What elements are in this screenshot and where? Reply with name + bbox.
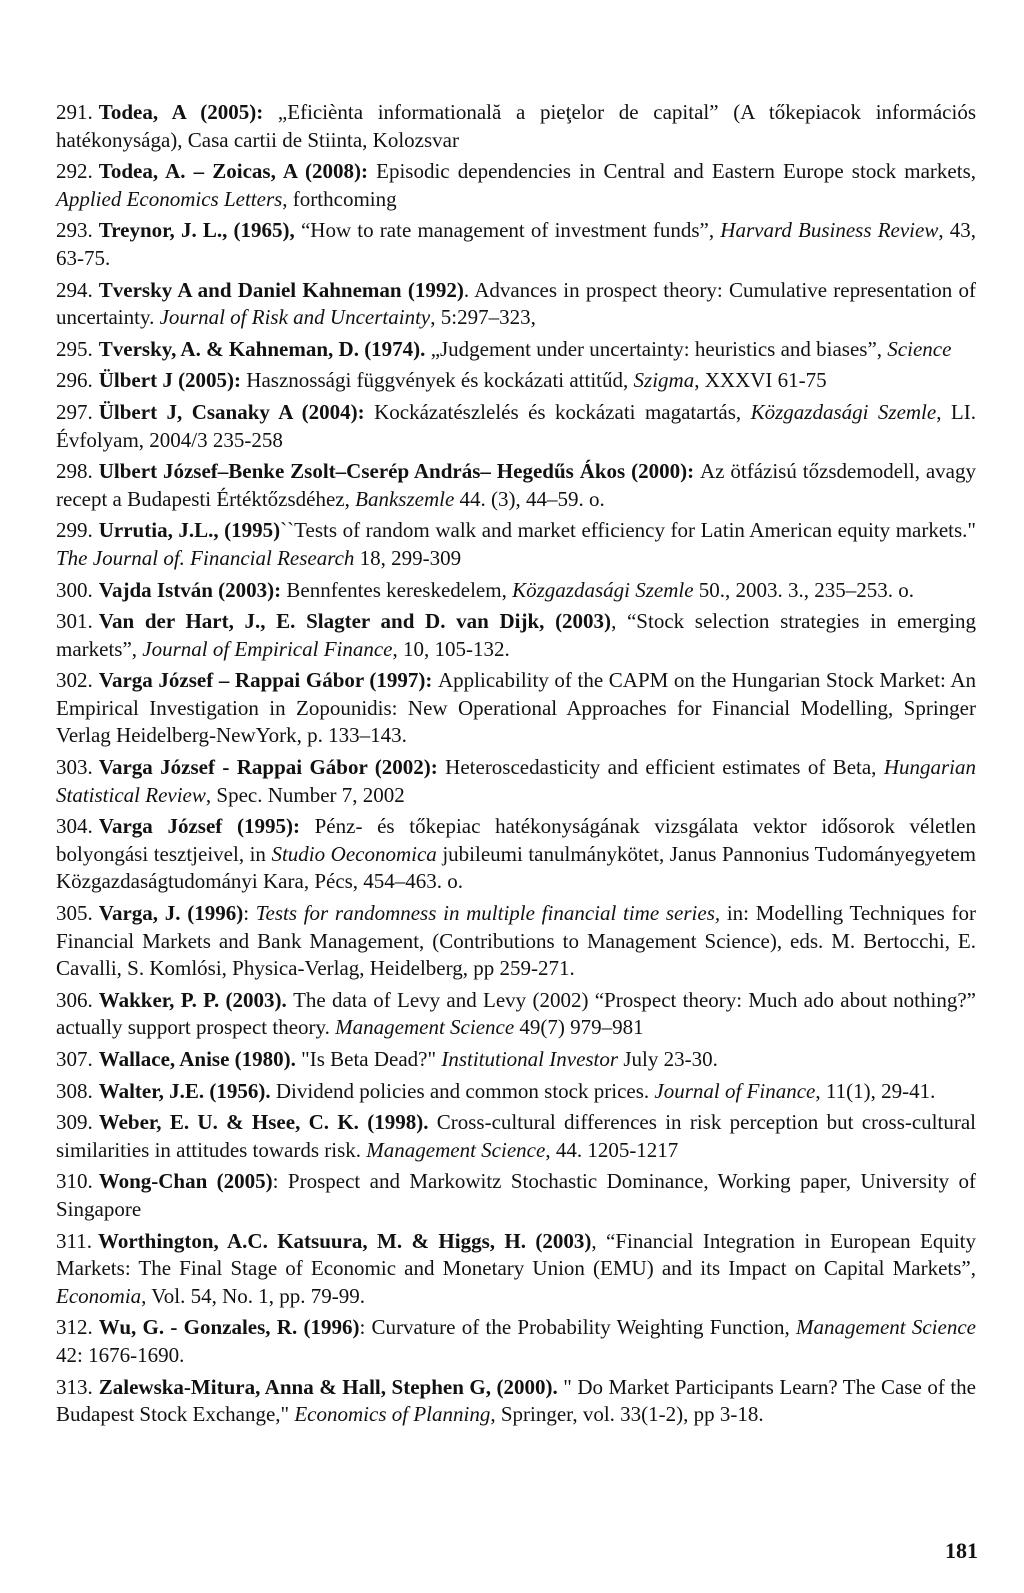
reference-entry [56,336,976,364]
reference-number: 313. [56,1374,93,1399]
reference-authors: Worthington, A.C. Katsuura, M. & Higgs, H. (2003) [97,1228,592,1253]
reference-number: 309. [56,1110,93,1135]
reference-entry [56,517,976,572]
reference-text: ``Tests of random walk and market efficiency for Latin American equity markets." [280,518,976,543]
reference-text: , LI. Évfolyam, 2004/3 235-258 [56,399,976,452]
reference-source-title: Economia [56,1283,142,1308]
reference-text: 44. (3), 44–59. o. [454,486,605,511]
reference-number: 308. [56,1078,93,1103]
reference-number: 312. [56,1315,93,1340]
reference-authors: Weber, E. U. & Hsee, C. K. (1998). [98,1110,437,1135]
reference-text: : [243,901,256,926]
reference-list [56,99,976,1433]
reference-authors: Treynor, J. L., (1965), [98,218,301,243]
reference-authors: Todea, A (2005): [98,100,278,124]
reference-text: "Is Beta Dead?" [301,1047,442,1071]
reference-text: jubileumi tanulmánykötet, Janus Pannonius Tudományegyetem Közgazdaságtudományi Kara, Pécs, 454–463. o. [56,841,976,894]
reference-source-title: Közgazdasági Szemle [750,399,937,424]
reference-source-title: Harvard Business Review [720,218,939,243]
page-number: 181 [945,1538,978,1563]
reference-source-title: Management Science [335,1015,515,1040]
reference-number: 297. [56,399,93,424]
reference-source-title: Science [887,336,952,361]
reference-text: Episodic dependencies in Central and Eastern Europe stock markets, [376,159,977,184]
reference-authors: Varga József (1995): [98,814,315,839]
reference-entry [56,1168,976,1223]
reference-number: 305. [56,901,93,926]
reference-authors: Walter, J.E. (1956). [98,1078,276,1103]
reference-authors: Wu, G. - Gonzales, R. (1996) [98,1315,360,1340]
reference-authors: Todea, A. – Zoicas, A (2008): [98,159,377,184]
reference-text: 18, 299-309 [354,545,462,570]
reference-source-title: Management Science [795,1315,976,1340]
reference-number: 306. [56,987,93,1012]
reference-number: 307. [56,1047,93,1071]
reference-authors: Wallace, Anise (1980). [98,1047,302,1071]
reference-text: „Eficiènta informatională a pieţelor de capital” (A tőkepiacok információs hatékonysága), Casa cartii de Stiinta, Kolozsvar [56,100,976,152]
reference-authors: Ülbert J (2005): [98,368,247,393]
reference-text: Az ötfázisú tőzsdemodell, avagy recept a Budapesti Értéktőzsdéhez, [56,459,976,511]
reference-text: , 44. 1205-1217 [545,1137,679,1162]
reference-text: Kockázatészlelés és kockázati magatartás, [374,399,751,424]
reference-number: 301. [56,609,93,634]
reference-number: 304. [56,814,93,839]
reference-number: 311. [56,1228,92,1253]
reference-authors: Vajda István (2003): [98,577,287,602]
reference-entry [56,1374,976,1429]
reference-text: , 11(1), 29-41. [815,1078,936,1103]
reference-text: : Curvature of the Probability Weighting Function, [359,1315,796,1340]
reference-text: Applicability of the CAPM on the Hungarian Stock Market: An Empirical Investigation in Zopounidis: New Operational Approaches for Financial Modelling, Springer Verlag Heidelberg-NewYork, p. 133–143. [56,668,976,748]
reference-authors: Tversky A and Daniel Kahneman (1992) [98,277,464,302]
reference-entry [56,367,976,395]
reference-number: 293. [56,218,93,243]
reference-number: 296. [56,368,93,393]
reference-entry [56,1046,976,1074]
reference-source-title: Journal of Risk and Uncertainty [159,305,431,330]
reference-text: , 43, 63-75. [56,218,976,270]
reference-text: Dividend policies and common stock prices. [275,1078,655,1103]
reference-authors: Urrutia, J.L., (1995) [98,518,281,543]
reference-text: “How to rate management of investment funds”, [300,218,721,243]
reference-authors: Wakker, P. P. (2003). [98,987,294,1012]
reference-entry [56,667,976,750]
reference-text: 50., 2003. 3., 235–253. o. [693,577,915,602]
reference-entry [56,1109,976,1164]
reference-text: Heteroscedasticity and efficient estimates of Beta, [445,755,884,780]
reference-number: 298. [56,459,93,484]
reference-authors: Varga, J. (1996) [98,901,244,926]
reference-source-title: Közgazdasági Szemle [512,577,694,602]
reference-text: , “Stock selection strategies in emerging markets”, [56,609,976,661]
reference-number: 295. [56,336,93,361]
reference-number: 303. [56,755,93,780]
reference-text: , 10, 105-132. [392,636,510,661]
reference-source-title: Studio Oeconomica [271,841,437,866]
reference-text: , Vol. 54, No. 1, pp. 79-99. [141,1283,365,1308]
reference-text: 49(7) 979–981 [514,1015,644,1040]
reference-entry [56,458,976,513]
reference-text: „Judgement under uncertainty: heuristics and biases”, [430,336,888,361]
reference-text: in: Modelling Techniques for Financial Markets and Bank Management, (Contributions to Management Science), eds. M. Bertocchi, E. Cavalli, S. Komlósi, Physica-Verlag, Heidelberg, pp 259-271. [56,901,977,981]
reference-source-title: Applied Economics Letters [56,186,283,211]
reference-entry [56,754,976,809]
reference-entry [56,158,976,213]
reference-authors: Varga József – Rappai Gábor (1997): [98,668,439,693]
reference-source-title: Journal of Empirical Finance [142,636,393,661]
reference-entry [56,813,976,896]
reference-text: Hasznossági függvények és kockázati attitűd, [246,368,634,393]
reference-text: . Advances in prospect theory: Cumulative representation of uncertainty. [56,277,976,330]
reference-entry [56,99,976,154]
reference-entry [56,277,976,332]
reference-source-title: Management Science [366,1137,546,1162]
reference-number: 310. [56,1169,93,1194]
reference-entry [56,608,976,663]
reference-entry [56,577,976,605]
reference-text: July 23-30. [618,1047,718,1071]
reference-authors: Wong-Chan (2005) [98,1169,273,1194]
reference-source-title: Economics of Planning [294,1402,491,1427]
reference-text: " Do Market Participants Learn? The Case of the Budapest Stock Exchange," [56,1374,976,1427]
reference-text: , forthcoming [282,186,397,211]
reference-number: 302. [56,668,93,693]
reference-source-title: Szigma [633,368,695,393]
reference-source-title: Tests for randomness in multiple financial time series, [255,901,721,926]
reference-source-title: Bankszemle [355,486,455,511]
reference-number: 294. [56,277,93,302]
reference-entry [56,399,976,454]
reference-text: Pénz- és tőkepiac hatékonyságának vizsgálata vektor idősorok véletlen bolyongási tesztjeivel, in [56,814,976,866]
reference-entry [56,1228,976,1311]
reference-number: 300. [56,577,93,602]
reference-text: : Prospect and Markowitz Stochastic Dominance, Working paper, University of Singapore [56,1169,976,1221]
reference-text: , Springer, vol. 33(1-2), pp 3-18. [490,1402,764,1427]
reference-number: 292. [56,159,93,184]
reference-entry [56,217,976,272]
reference-source-title: The Journal of. Financial Research [56,545,355,570]
reference-text: 42: 1676-1690. [56,1342,185,1367]
reference-text: , XXXVI 61-75 [694,368,827,393]
reference-source-title: Hungarian Statistical Review [56,755,976,807]
reference-text: , Spec. Number 7, 2002 [205,782,405,807]
reference-source-title: Journal of Finance [654,1078,816,1103]
reference-text: , “Financial Integration in European Equity Markets: The Final Stage of Economic and Monetary Union (EMU) and its Impact on Capital Markets”, [56,1228,977,1281]
reference-authors: Ulbert József–Benke Zsolt–Cserép András– Hegedűs Ákos (2000): [98,459,700,484]
reference-text: Cross-cultural differences in risk perception but cross-cultural similarities in attitudes towards risk. [56,1110,976,1162]
reference-text: , 5:297–323, [430,305,536,330]
reference-authors: Varga József - Rappai Gábor (2002): [98,755,446,780]
reference-source-title: Institutional Investor [441,1047,619,1071]
reference-authors: Tversky, A. & Kahneman, D. (1974). [98,336,431,361]
reference-entry [56,987,976,1042]
reference-text: The data of Levy and Levy (2002) “Prospect theory: Much ado about nothing?” actually support prospect theory. [56,987,976,1040]
reference-authors: Van der Hart, J., E. Slagter and D. van Dijk, (2003) [98,609,612,634]
reference-entry [56,1078,976,1106]
reference-number: 291. [56,100,93,124]
reference-text: Bennfentes kereskedelem, [286,577,513,602]
reference-entry [56,900,976,983]
reference-number: 299. [56,518,93,543]
reference-entry [56,1314,976,1369]
reference-authors: Zalewska-Mitura, Anna & Hall, Stephen G, (2000). [98,1374,564,1399]
reference-authors: Ülbert J, Csanaky A (2004): [98,399,375,424]
